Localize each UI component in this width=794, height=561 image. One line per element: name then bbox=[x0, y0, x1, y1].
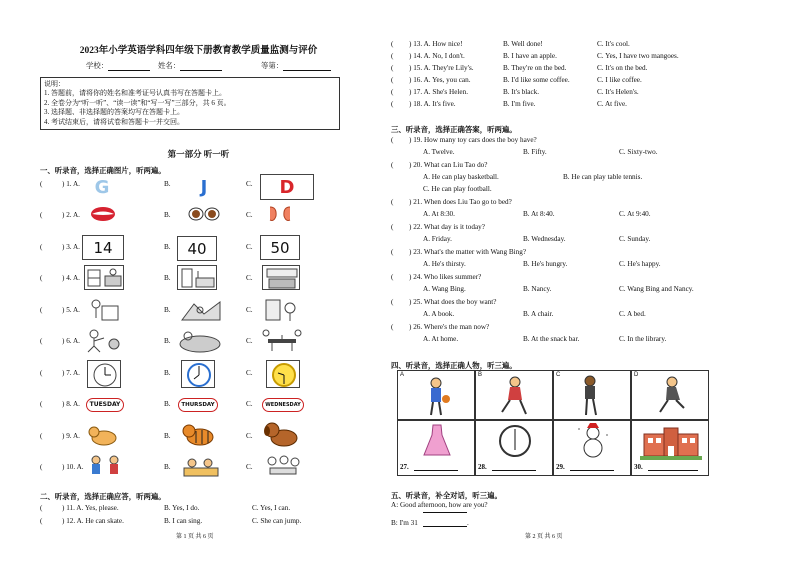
question-stem: ) 22. What day is it today? bbox=[409, 223, 485, 231]
scene-picture-b[interactable] bbox=[180, 296, 222, 324]
person-label: B bbox=[478, 372, 483, 378]
option-a: A. He can play basketball. bbox=[423, 173, 499, 181]
dress-cell[interactable] bbox=[397, 420, 475, 476]
answer-blank[interactable] bbox=[570, 470, 614, 471]
person-d-cell[interactable] bbox=[631, 370, 709, 420]
cat-picture[interactable] bbox=[86, 422, 122, 448]
answer-paren[interactable]: ( bbox=[391, 136, 394, 144]
option-c-label: C. bbox=[246, 400, 253, 408]
option-b: B. Wednesday. bbox=[523, 235, 566, 243]
option-c: C. At five. bbox=[597, 100, 627, 108]
question-12: ) 12. A. He can skate. bbox=[62, 517, 124, 525]
option-b-label: B. bbox=[164, 369, 171, 377]
clock-picture-b[interactable] bbox=[181, 360, 215, 388]
option-b: B. At the snack bar. bbox=[523, 335, 580, 343]
question-number: ) 1. A. bbox=[62, 180, 80, 188]
question-number: ) 10. A. bbox=[62, 463, 84, 471]
option-a: A. Friday. bbox=[423, 235, 452, 243]
lips-picture[interactable] bbox=[90, 205, 116, 223]
scene-picture-c[interactable] bbox=[262, 296, 302, 324]
tuesday-picture[interactable]: TUESDAY bbox=[86, 398, 124, 412]
option-c-label: C. bbox=[246, 243, 253, 251]
exam-title: 2023年小学英语学科四年级下册教育教学质量监测与评价 bbox=[79, 46, 318, 56]
option-b: B. Nancy. bbox=[523, 285, 552, 293]
option-b: B. He can play table tennis. bbox=[563, 173, 643, 181]
ears-picture[interactable] bbox=[265, 204, 295, 224]
answer-paren[interactable]: ( bbox=[40, 400, 43, 408]
blank-number: 29. bbox=[556, 463, 565, 471]
answer-paren[interactable]: ( bbox=[40, 517, 43, 525]
option-b: B. Fifty. bbox=[523, 148, 547, 156]
blank-number: 27. bbox=[400, 463, 409, 471]
option-b-label: B. bbox=[164, 463, 171, 471]
wednesday-picture[interactable]: WEDNESDAY bbox=[262, 398, 304, 412]
answer-paren[interactable]: ( bbox=[40, 180, 43, 188]
question-number: ) 9. A. bbox=[62, 432, 80, 440]
boy-basketball-picture bbox=[422, 377, 452, 419]
answer-paren[interactable]: ( bbox=[391, 273, 394, 281]
instructions-heading: 说明： bbox=[44, 80, 65, 88]
option-a: A. At home. bbox=[423, 335, 459, 343]
person-label: C bbox=[556, 372, 561, 378]
answer-paren[interactable]: ( bbox=[391, 76, 394, 84]
page-2 bbox=[391, 0, 794, 561]
letter-g-picture[interactable]: G bbox=[87, 175, 117, 199]
blank-number: 28. bbox=[478, 463, 487, 471]
answer-paren[interactable]: ( bbox=[40, 243, 43, 251]
option-c: C. Wang Bing and Nancy. bbox=[619, 285, 694, 293]
question-number: ) 4. A. bbox=[62, 274, 80, 282]
option-b: B. They're on the bed. bbox=[503, 64, 567, 72]
answer-paren[interactable]: ( bbox=[40, 463, 43, 471]
page-footer: 第 2 页 共 6 页 bbox=[525, 534, 563, 540]
option-a: A. He's thirsty. bbox=[423, 260, 466, 268]
sport-picture-a[interactable] bbox=[84, 328, 124, 354]
wall-clock-picture bbox=[498, 423, 532, 459]
option-b: B. I'm five. bbox=[503, 100, 536, 108]
option-b: B. It's black. bbox=[503, 88, 540, 96]
answer-paren[interactable]: ( bbox=[391, 52, 394, 60]
tiger-picture[interactable] bbox=[180, 421, 218, 447]
snowman-picture bbox=[574, 423, 612, 459]
question-stem: ) 13. A. How nice! bbox=[409, 40, 463, 48]
option-c: C. A bed. bbox=[619, 310, 646, 318]
question-stem: ) 24. Who likes summer? bbox=[409, 273, 482, 281]
girl-running-picture bbox=[498, 376, 532, 418]
option-b: B. Well done! bbox=[503, 40, 543, 48]
school-cell[interactable] bbox=[631, 420, 709, 476]
answer-paren[interactable]: ( bbox=[391, 161, 394, 169]
answer-paren[interactable]: ( bbox=[391, 323, 394, 331]
dialog-end: . bbox=[467, 519, 469, 527]
question-stem: ) 18. A. It's five. bbox=[409, 100, 456, 108]
answer-paren[interactable]: ( bbox=[391, 198, 394, 206]
boy-skating-picture bbox=[654, 376, 688, 418]
instruction-line: 2. 全卷分为“听一听”、“读一读”和“写一写”三部分，共 6 页。 bbox=[44, 98, 231, 107]
option-a: A. At 8:30. bbox=[423, 210, 455, 218]
grade-field: 等第： bbox=[261, 60, 331, 71]
option-c-label: C. bbox=[246, 180, 253, 188]
option-c: C. Yes, I have two mangoes. bbox=[597, 52, 679, 60]
person-c-cell[interactable] bbox=[553, 370, 631, 420]
option-b-label: B. bbox=[164, 211, 171, 219]
option-c: C. He's happy. bbox=[619, 260, 661, 268]
section-five-title: 五、听录音，补全对话，听三遍。 bbox=[391, 491, 502, 500]
answer-paren[interactable]: ( bbox=[40, 211, 43, 219]
person-b-cell[interactable] bbox=[475, 370, 553, 420]
option-b: B. I have an apple. bbox=[503, 52, 557, 60]
question-stem: ) 17. A. She's Helen. bbox=[409, 88, 468, 96]
answer-blank[interactable] bbox=[492, 470, 536, 471]
option-c: C. Yes, I can. bbox=[252, 504, 291, 512]
kids-picture-b[interactable] bbox=[180, 454, 222, 480]
part-one-title: 第一部分 听一听 bbox=[167, 149, 230, 159]
instruction-line: 1. 答题前，请将你的姓名和准考证号认真书写在答题卡上。 bbox=[44, 89, 226, 98]
answer-paren[interactable]: ( bbox=[40, 504, 43, 512]
answer-paren[interactable]: ( bbox=[40, 306, 43, 314]
option-c: C. It's on the bed. bbox=[597, 64, 648, 72]
section-three-title: 三、听录音，选择正确答案，听两遍。 bbox=[391, 125, 517, 134]
question-number: ) 8. A. bbox=[62, 400, 80, 408]
option-b: B. At 8:40. bbox=[523, 210, 555, 218]
option-a: A. Twelve. bbox=[423, 148, 455, 156]
room-picture-a[interactable] bbox=[84, 265, 124, 290]
question-number: ) 7. A. bbox=[62, 369, 80, 377]
question-stem: ) 20. What can Liu Tao do? bbox=[409, 161, 488, 169]
option-b-label: B. bbox=[164, 180, 171, 188]
option-c-label: C. bbox=[246, 306, 253, 314]
option-c: C. She can jump. bbox=[252, 517, 302, 525]
option-c-label: C. bbox=[246, 369, 253, 377]
question-number: ) 5. A. bbox=[62, 306, 80, 314]
question-number: ) 2. A. bbox=[62, 211, 80, 219]
section-two-title: 二、听录音，选择正确应答，听两遍。 bbox=[40, 492, 166, 501]
name-blank[interactable] bbox=[180, 63, 222, 71]
option-b-label: B. bbox=[164, 400, 171, 408]
option-b-label: B. bbox=[164, 432, 171, 440]
option-b: B. I can sing. bbox=[164, 517, 203, 525]
answer-paren[interactable]: ( bbox=[391, 40, 394, 48]
option-c-label: C. bbox=[246, 463, 253, 471]
option-c-label: C. bbox=[246, 337, 253, 345]
kids-picture-c[interactable] bbox=[262, 452, 304, 480]
answer-paren[interactable]: ( bbox=[391, 298, 394, 306]
option-b-label: B. bbox=[164, 243, 171, 251]
answer-paren[interactable]: ( bbox=[391, 88, 394, 96]
room-picture-c[interactable] bbox=[262, 265, 300, 290]
option-c-label: C. bbox=[246, 211, 253, 219]
option-c: C. It's Helen's. bbox=[597, 88, 639, 96]
answer-paren[interactable]: ( bbox=[391, 223, 394, 231]
section-four-title: 四、听录音，选择正确人物，听三遍。 bbox=[391, 361, 517, 370]
question-stem: ) 21. When does Liu Tao go to bed? bbox=[409, 198, 512, 206]
section-one-title: 一、听录音，选择正确图片，听两遍。 bbox=[40, 166, 166, 175]
option-a: A. Wang Bing. bbox=[423, 285, 466, 293]
school-field: 学校： bbox=[86, 60, 150, 71]
number-14-picture[interactable]: 14 bbox=[82, 235, 124, 260]
option-b: B. Yes, I do. bbox=[164, 504, 200, 512]
number-40-picture[interactable]: 40 bbox=[177, 236, 217, 261]
option-c: C. In the library. bbox=[619, 335, 667, 343]
sport-picture-b[interactable] bbox=[176, 328, 224, 354]
dialog-blank[interactable] bbox=[423, 526, 467, 527]
person-label: A bbox=[400, 372, 405, 378]
option-b-label: B. bbox=[164, 337, 171, 345]
letter-d-picture[interactable]: D bbox=[260, 174, 314, 200]
snowman-cell[interactable] bbox=[553, 420, 631, 476]
option-c: C. I like coffee. bbox=[597, 76, 642, 84]
letter-j-picture[interactable]: J bbox=[189, 175, 219, 199]
eyes-picture[interactable] bbox=[187, 206, 221, 222]
question-11: ) 11. A. Yes, please. bbox=[62, 504, 119, 512]
room-picture-b[interactable] bbox=[177, 265, 217, 290]
answer-blank[interactable] bbox=[414, 470, 458, 471]
page-footer: 第 1 页 共 6 页 bbox=[176, 534, 214, 540]
option-b-label: B. bbox=[164, 306, 171, 314]
answer-paren[interactable]: ( bbox=[40, 337, 43, 345]
blank-number: 30. bbox=[634, 463, 643, 471]
option-c: C. He can play football. bbox=[423, 185, 492, 193]
answer-blank[interactable] bbox=[648, 470, 698, 471]
option-b-label: B. bbox=[164, 274, 171, 282]
clock-picture-a[interactable] bbox=[87, 360, 121, 388]
option-c: C. It's cool. bbox=[597, 40, 630, 48]
option-c: C. Sixty-two. bbox=[619, 148, 658, 156]
sport-picture-c[interactable] bbox=[260, 327, 304, 353]
thursday-picture[interactable]: THURSDAY bbox=[178, 398, 218, 412]
answer-paren[interactable]: ( bbox=[40, 274, 43, 282]
instruction-line: 3. 选择题、非选择题的答案均写在答题卡上。 bbox=[44, 108, 184, 117]
option-a: A. A book. bbox=[423, 310, 455, 318]
question-stem: ) 23. What's the matter with Wang Bing? bbox=[409, 248, 527, 256]
instruction-line: 4. 考试结束后，请将试卷和答题卡一并交回。 bbox=[44, 117, 184, 126]
clock-picture-c[interactable] bbox=[266, 360, 300, 388]
school-building-picture bbox=[640, 424, 702, 460]
name-field: 姓名： bbox=[158, 60, 222, 71]
question-stem: ) 19. How many toy cars does the boy have? bbox=[409, 136, 537, 144]
dog-picture[interactable] bbox=[262, 420, 302, 448]
question-stem: ) 26. Where's the man now? bbox=[409, 323, 490, 331]
question-stem: ) 16. A. Yes, you can. bbox=[409, 76, 471, 84]
answer-paren[interactable]: ( bbox=[391, 64, 394, 72]
dialog-line-a: A: Good afternoon, how are you? bbox=[391, 501, 488, 509]
option-c-label: C. bbox=[246, 432, 253, 440]
option-c: C. Sunday. bbox=[619, 235, 651, 243]
question-stem: ) 15. A. They're Lily's. bbox=[409, 64, 474, 72]
instructions-box bbox=[40, 77, 340, 130]
option-b: B. He's hungry. bbox=[523, 260, 568, 268]
answer-paren[interactable]: ( bbox=[40, 369, 43, 377]
option-c-label: C. bbox=[246, 274, 253, 282]
kids-picture-a[interactable] bbox=[86, 452, 128, 480]
question-stem: ) 25. What does the boy want? bbox=[409, 298, 497, 306]
person-a-cell[interactable] bbox=[397, 370, 475, 420]
answer-paren[interactable]: ( bbox=[40, 432, 43, 440]
answer-paren[interactable]: ( bbox=[391, 248, 394, 256]
option-b: B. A chair. bbox=[523, 310, 554, 318]
question-number: ) 3. A. bbox=[62, 243, 80, 251]
person-label: D bbox=[634, 372, 639, 378]
dialog-line-b: B: I'm 31 bbox=[391, 519, 418, 527]
number-50-picture[interactable]: 50 bbox=[260, 235, 300, 260]
question-stem: ) 14. A. No, I don't. bbox=[409, 52, 465, 60]
scene-picture-a[interactable] bbox=[84, 296, 122, 324]
dress-picture bbox=[422, 423, 452, 459]
boy-swimming-picture bbox=[576, 375, 608, 419]
grade-blank[interactable] bbox=[283, 63, 331, 71]
question-number: ) 6. A. bbox=[62, 337, 80, 345]
answer-paren[interactable]: ( bbox=[391, 100, 394, 108]
option-b: B. I'd like some coffee. bbox=[503, 76, 570, 84]
clock-cell[interactable] bbox=[475, 420, 553, 476]
school-blank[interactable] bbox=[108, 63, 150, 71]
dialog-blank[interactable] bbox=[423, 512, 467, 513]
option-c: C. At 9:40. bbox=[619, 210, 651, 218]
